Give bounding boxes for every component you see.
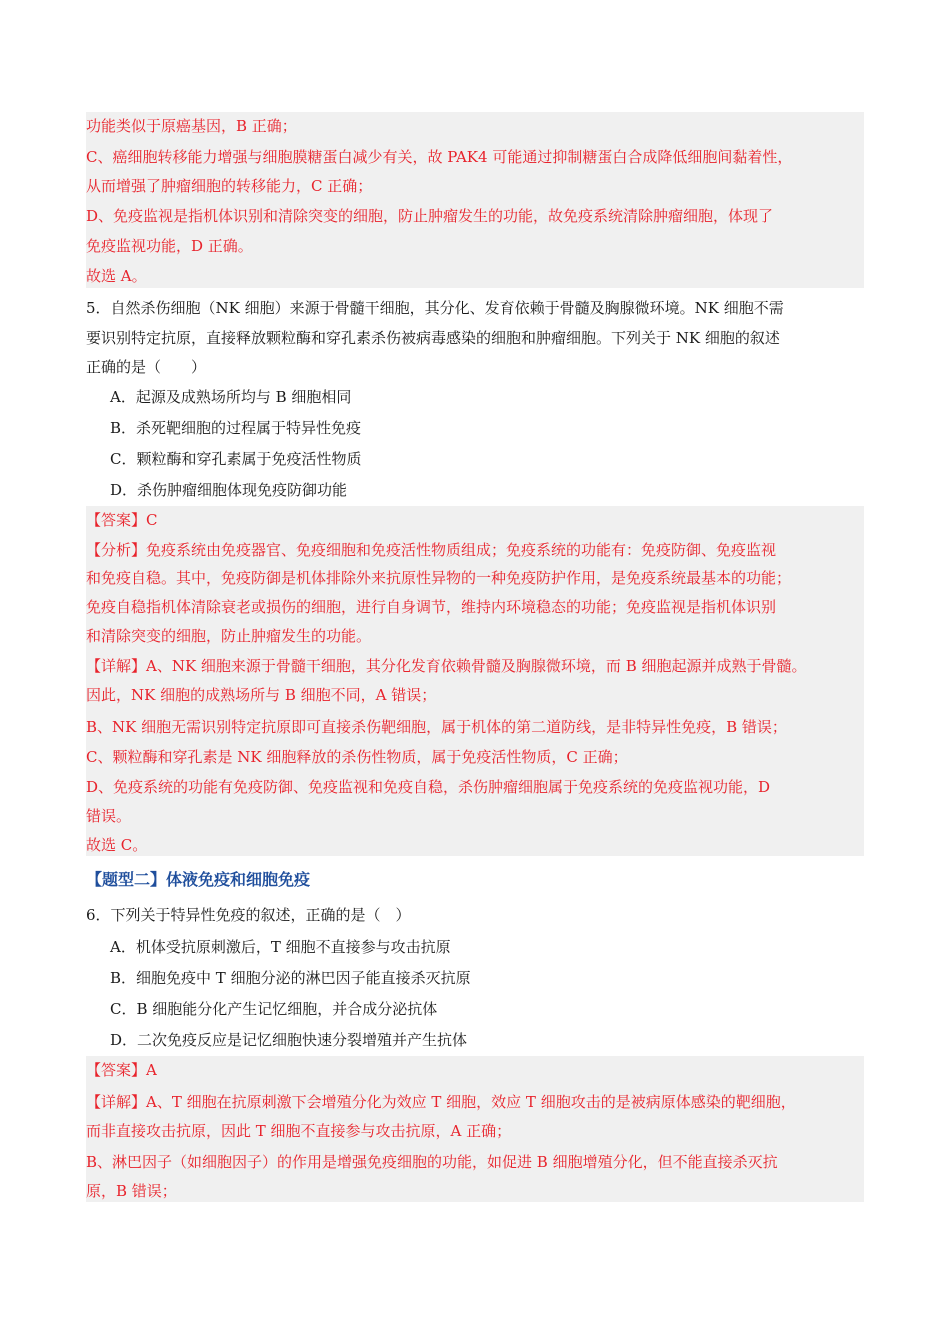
answer-line: D、免疫监视是指机体识别和清除突变的细胞，防止肿瘤发生的功能，故免疫系统清除肿瘤细胞，体现了: [86, 207, 774, 225]
answer-line: 从而增强了肿瘤细胞的转移能力，C 正确；: [86, 177, 373, 195]
answer-line: 故选 A。: [86, 267, 147, 285]
answer-line: C、癌细胞转移能力增强与细胞膜糖蛋白减少有关，故 PAK4 可能通过抑制糖蛋白合成降低细胞间黏着性，: [86, 148, 793, 166]
option-c: C．颗粒酶和穿孔素属于免疫活性物质: [110, 450, 362, 468]
option-b: B．杀死靶细胞的过程属于特异性免疫: [110, 419, 362, 437]
option-d: D．杀伤肿瘤细胞体现免疫防御功能: [110, 481, 348, 499]
answer-label: 【答案】A: [86, 1061, 157, 1079]
question-stem-line: 要识别特定抗原，直接释放颗粒酶和穿孔素杀伤被病毒感染的细胞和肿瘤细胞。下列关于 NK 细胞的叙述: [86, 329, 780, 347]
option-a: A．机体受抗原刺激后，T 细胞不直接参与攻击抗原: [110, 938, 451, 956]
question-6: [86, 902, 864, 1052]
answer-label: 【答案】C: [86, 511, 158, 529]
explanation-line: 原，B 错误；: [86, 1182, 177, 1200]
question-stem-line: 正确的是（ ）: [86, 358, 207, 376]
analysis-line: 和免疫自稳。其中，免疫防御是机体排除外来抗原性异物的一种免疫防护作用，是免疫系统最基本的功能；: [86, 569, 792, 587]
explanation-line: 【详解】A、T 细胞在抗原刺激下会增殖分化为效应 T 细胞，效应 T 细胞攻击的是被病原体感染的靶细胞，: [86, 1093, 796, 1111]
option-c: C．B 细胞能分化产生记忆细胞，并合成分泌抗体: [110, 1000, 438, 1018]
explanation-line: B、淋巴因子（如细胞因子）的作用是增强免疫细胞的功能，如促进 B 细胞增殖分化，但不能直接杀灭抗: [86, 1153, 778, 1171]
explanation-line: 错误。: [86, 807, 132, 825]
explanation-line: C、颗粒酶和穿孔素是 NK 细胞释放的杀伤性物质，属于免疫活性物质，C 正确；: [86, 748, 628, 766]
explanation-line: B、NK 细胞无需识别特定抗原即可直接杀伤靶细胞，属于机体的第二道防线，是非特异性免疫，B 错误；: [86, 718, 787, 736]
explanation-line: 因此，NK 细胞的成熟场所与 B 细胞不同，A 错误；: [86, 686, 437, 704]
answer-line: 免疫监视功能，D 正确。: [86, 237, 253, 255]
option-d: D．二次免疫反应是记忆细胞快速分裂增殖并产生抗体: [110, 1031, 468, 1049]
section-heading: 【题型二】体液免疫和细胞免疫: [86, 870, 311, 889]
option-b: B．细胞免疫中 T 细胞分泌的淋巴因子能直接杀灭抗原: [110, 969, 471, 987]
option-a: A．起源及成熟场所均与 B 细胞相同: [110, 388, 352, 406]
analysis-line: 【分析】免疫系统由免疫器官、免疫细胞和免疫活性物质组成；免疫系统的功能有：免疫防御、免疫监视: [86, 541, 777, 559]
explanation-line: 【详解】A、NK 细胞来源于骨髓干细胞，其分化发育依赖骨髓及胸腺微环境，而 B 细胞起源并成熟于骨髓。: [86, 657, 807, 675]
question-5: [86, 296, 864, 506]
question-stem-line: 5．自然杀伤细胞（NK 细胞）来源于骨髓干细胞，其分化、发育依赖于骨髓及胸腺微环境。NK 细胞不需: [86, 299, 784, 317]
question-stem-line: 6．下列关于特异性免疫的叙述，正确的是（ ）: [86, 906, 411, 924]
question-6-answer-block: [86, 1056, 864, 1202]
analysis-line: 免疫自稳指机体清除衰老或损伤的细胞，进行自身调节，维持内环境稳态的功能；免疫监视是指机体识别: [86, 598, 777, 616]
analysis-line: 和清除突变的细胞，防止肿瘤发生的功能。: [86, 627, 372, 645]
answer-line: 功能类似于原癌基因，B 正确；: [86, 117, 297, 135]
previous-answer-block: [86, 112, 864, 288]
explanation-line: D、免疫系统的功能有免疫防御、免疫监视和免疫自稳，杀伤肿瘤细胞属于免疫系统的免疫监视功能，D: [86, 778, 771, 796]
conclusion-line: 故选 C。: [86, 836, 148, 854]
question-5-answer-block: [86, 506, 864, 856]
explanation-line: 而非直接攻击抗原，因此 T 细胞不直接参与攻击抗原，A 正确；: [86, 1122, 512, 1140]
